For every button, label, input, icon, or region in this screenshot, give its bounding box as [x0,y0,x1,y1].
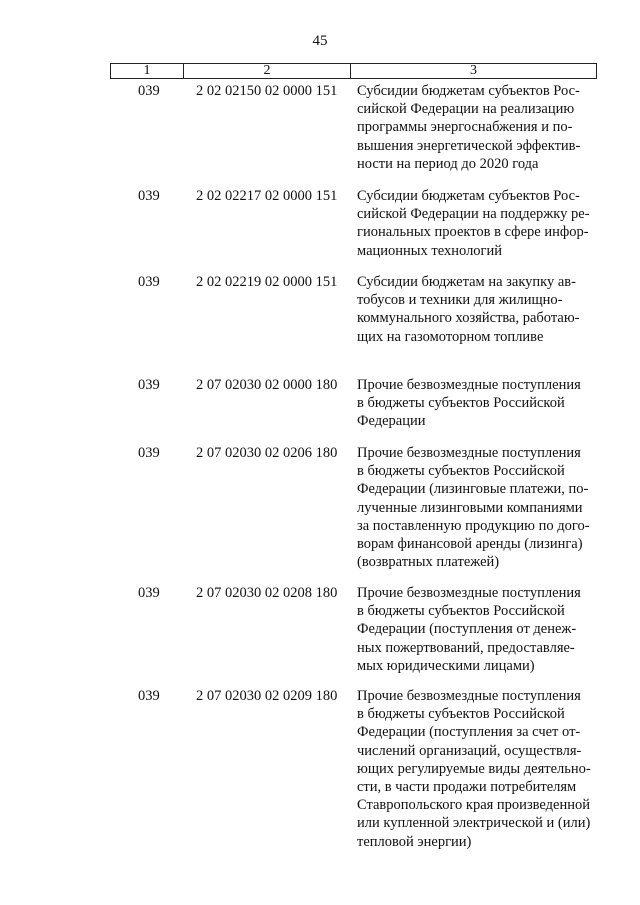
revenue-description: Прочие безвозмездные поступления в бюджеты субъектов Российской Федерации [357,377,581,430]
admin-code: 039 [138,188,160,204]
admin-code: 039 [138,274,160,290]
budget-classification-code: 2 02 02219 02 0000 151 [196,274,338,290]
column-header-1: 1 [111,64,184,79]
admin-code: 039 [138,688,160,704]
admin-code: 039 [138,585,160,601]
budget-classification-code: 2 02 02217 02 0000 151 [196,188,338,204]
revenue-description: Прочие безвозмездные поступления в бюджеты субъектов Российской Федерации (лизинговые платежи, по- лученные лизинговыми компаниями за поставленную продукцию по дого- ворам финансовой аренды (лизинга) (возвратных платежей) [357,445,590,571]
revenue-description: Субсидии бюджетам на закупку ав- тобусов и техники для жилищно- коммунального хозяйства, работаю- щих на газомоторном топливе [357,274,580,345]
budget-classification-code: 2 07 02030 02 0208 180 [196,585,338,601]
revenue-description: Прочие безвозмездные поступления в бюджеты субъектов Российской Федерации (поступления за счет от- числений организаций, осуществля- ющих регулируемые виды деятельно- сти, в части продажи потребителям Ставропольского края произведенной или купленной электрической и (или) тепловой энергии) [357,688,591,850]
revenue-description: Субсидии бюджетам субъектов Рос- сийской Федерации на поддержку ре- гиональных проектов в сфере инфор- мационных технологий [357,188,590,259]
admin-code: 039 [138,83,160,99]
column-header-2: 2 [184,64,351,79]
revenue-description: Прочие безвозмездные поступления в бюджеты субъектов Российской Федерации (поступления от денеж- ных пожертвований, предоставляе- мых юридическими лицами) [357,585,581,674]
admin-code: 039 [138,445,160,461]
budget-classification-code: 2 07 02030 02 0209 180 [196,688,338,704]
budget-classification-code: 2 07 02030 02 0000 180 [196,377,338,393]
column-header-table [110,63,597,79]
budget-classification-code: 2 02 02150 02 0000 151 [196,83,338,99]
page-number: 45 [312,33,328,49]
budget-classification-code: 2 07 02030 02 0206 180 [196,445,338,461]
revenue-description: Субсидии бюджетам субъектов Рос- сийской Федерации на реализацию программы энергоснабжения и по- вышения энергетической эффектив- ности на период до 2020 года [357,83,581,172]
admin-code: 039 [138,377,160,393]
column-header-3: 3 [351,64,597,79]
